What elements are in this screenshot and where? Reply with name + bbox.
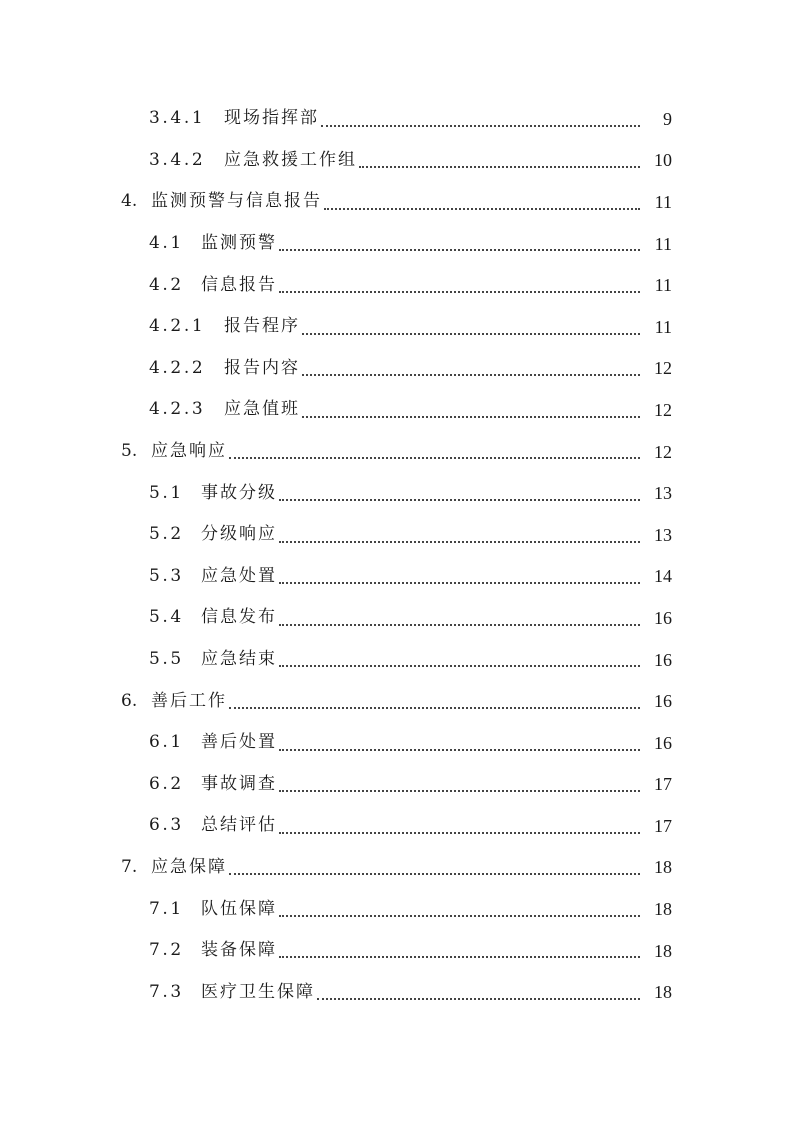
dot-leader (302, 373, 640, 376)
dot-leader (279, 498, 640, 501)
dot-leader (279, 664, 640, 667)
toc-entry-number: 6.1 (149, 732, 184, 753)
toc-entry-title: 装备保障 (201, 940, 277, 961)
toc-entry-title: 应急处置 (201, 565, 277, 586)
toc-entry-page-number: 18 (654, 940, 672, 961)
toc-entry-page-number: 12 (654, 358, 672, 379)
dot-leader (229, 706, 640, 709)
toc-entry-page-number: 18 (654, 899, 672, 920)
toc-entry[interactable] (0, 764, 793, 806)
toc-entry[interactable] (0, 389, 793, 431)
toc-entry-page-number: 12 (654, 399, 672, 420)
toc-entry-title: 现场指挥部 (224, 108, 319, 129)
toc-entry-page-number: 16 (654, 607, 672, 628)
toc-entry-title: 事故调查 (201, 773, 277, 794)
toc-entry[interactable] (0, 722, 793, 764)
toc-entry-title: 分级响应 (201, 524, 277, 545)
toc-entry-page-number: 17 (654, 774, 672, 795)
toc-entry-number: 5.3 (149, 565, 184, 586)
toc-entry-number: 3.4.1 (149, 108, 206, 129)
toc-entry-title: 医疗卫生保障 (201, 981, 315, 1002)
toc-entry-title: 信息发布 (201, 607, 277, 628)
toc-entry[interactable] (0, 556, 793, 598)
dot-leader (279, 789, 640, 792)
toc-entry-title: 报告内容 (224, 357, 300, 378)
toc-entry-number: 6. (121, 690, 138, 711)
toc-entry-number: 3.4.2 (149, 149, 206, 170)
dot-leader (279, 623, 640, 626)
toc-entry-number: 5. (121, 441, 138, 462)
toc-entry-number: 5.2 (149, 524, 184, 545)
toc-entry-number: 4.2.2 (149, 357, 206, 378)
toc-entry-number: 4. (121, 191, 138, 212)
toc-entry-title: 应急保障 (151, 856, 227, 877)
toc-entry-page-number: 10 (654, 150, 672, 171)
toc-entry-page-number: 14 (654, 566, 672, 587)
toc-entry-page-number: 11 (654, 191, 672, 212)
toc-entry-page-number: 16 (654, 649, 672, 670)
toc-entry-number: 7.1 (149, 898, 184, 919)
dot-leader (279, 248, 640, 251)
toc-entry-page-number: 13 (654, 483, 672, 504)
toc-entry-page-number: 11 (654, 275, 672, 296)
toc-entry[interactable] (0, 680, 793, 722)
toc-entry-number: 4.1 (149, 233, 184, 254)
toc-entry-title: 事故分级 (201, 482, 277, 503)
toc-entry-number: 5.4 (149, 607, 184, 628)
toc-entry-page-number: 17 (654, 815, 672, 836)
toc-entry-number: 4.2.1 (149, 316, 206, 337)
toc-entry[interactable] (0, 223, 793, 265)
toc-entry-title: 善后处置 (201, 732, 277, 753)
toc-entry-number: 4.2.3 (149, 399, 206, 420)
toc-entry[interactable] (0, 847, 793, 889)
dot-leader (279, 831, 640, 834)
toc-entry-page-number: 18 (654, 857, 672, 878)
toc-entry-title: 队伍保障 (201, 898, 277, 919)
dot-leader (279, 290, 640, 293)
toc-entry-number: 5.1 (149, 482, 184, 503)
dot-leader (279, 914, 640, 917)
dot-leader (279, 581, 640, 584)
toc-entry[interactable] (0, 514, 793, 556)
toc-entry[interactable] (0, 639, 793, 681)
toc-entry[interactable] (0, 472, 793, 514)
toc-entry-number: 7. (121, 856, 138, 877)
toc-entry-title: 应急结束 (201, 649, 277, 670)
toc-entry-page-number: 11 (654, 233, 672, 254)
toc-entry-title: 应急救援工作组 (224, 149, 357, 170)
toc-entry-page-number: 13 (654, 524, 672, 545)
toc-entry-number: 6.3 (149, 815, 184, 836)
toc-entry[interactable] (0, 597, 793, 639)
toc-entry[interactable] (0, 930, 793, 972)
toc-entry-page-number: 16 (654, 732, 672, 753)
toc-entry-title: 报告程序 (224, 316, 300, 337)
dot-leader (229, 872, 640, 875)
toc-entry-number: 6.2 (149, 773, 184, 794)
dot-leader (324, 207, 640, 210)
toc-entry-number: 7.2 (149, 940, 184, 961)
toc-entry-title: 监测预警与信息报告 (151, 191, 322, 212)
toc-entry-page-number: 9 (663, 108, 672, 129)
dot-leader (359, 165, 640, 168)
dot-leader (302, 415, 640, 418)
toc-entry-title: 善后工作 (151, 690, 227, 711)
toc-entry-page-number: 16 (654, 691, 672, 712)
toc-entry[interactable] (0, 888, 793, 930)
toc-entry-page-number: 11 (654, 316, 672, 337)
toc-entry-page-number: 18 (654, 982, 672, 1003)
toc-entry[interactable] (0, 306, 793, 348)
toc-entry[interactable] (0, 431, 793, 473)
toc-entry-title: 应急值班 (224, 399, 300, 420)
toc-entry-number: 5.5 (149, 649, 184, 670)
dot-leader (302, 332, 640, 335)
table-of-contents (0, 98, 793, 1013)
toc-entry-title: 应急响应 (151, 441, 227, 462)
toc-entry[interactable] (0, 348, 793, 390)
dot-leader (317, 997, 640, 1000)
toc-entry-title: 总结评估 (201, 815, 277, 836)
dot-leader (279, 748, 640, 751)
toc-entry[interactable] (0, 805, 793, 847)
toc-entry-page-number: 12 (654, 441, 672, 462)
dot-leader (321, 124, 640, 127)
dot-leader (229, 456, 640, 459)
dot-leader (279, 540, 640, 543)
toc-entry-title: 信息报告 (201, 274, 277, 295)
toc-entry-title: 监测预警 (201, 233, 277, 254)
toc-entry[interactable] (0, 140, 793, 182)
toc-entry[interactable] (0, 971, 793, 1013)
toc-entry[interactable] (0, 264, 793, 306)
toc-entry-number: 4.2 (149, 274, 184, 295)
toc-entry-number: 7.3 (149, 981, 184, 1002)
toc-entry[interactable] (0, 181, 793, 223)
dot-leader (279, 955, 640, 958)
toc-entry[interactable] (0, 98, 793, 140)
